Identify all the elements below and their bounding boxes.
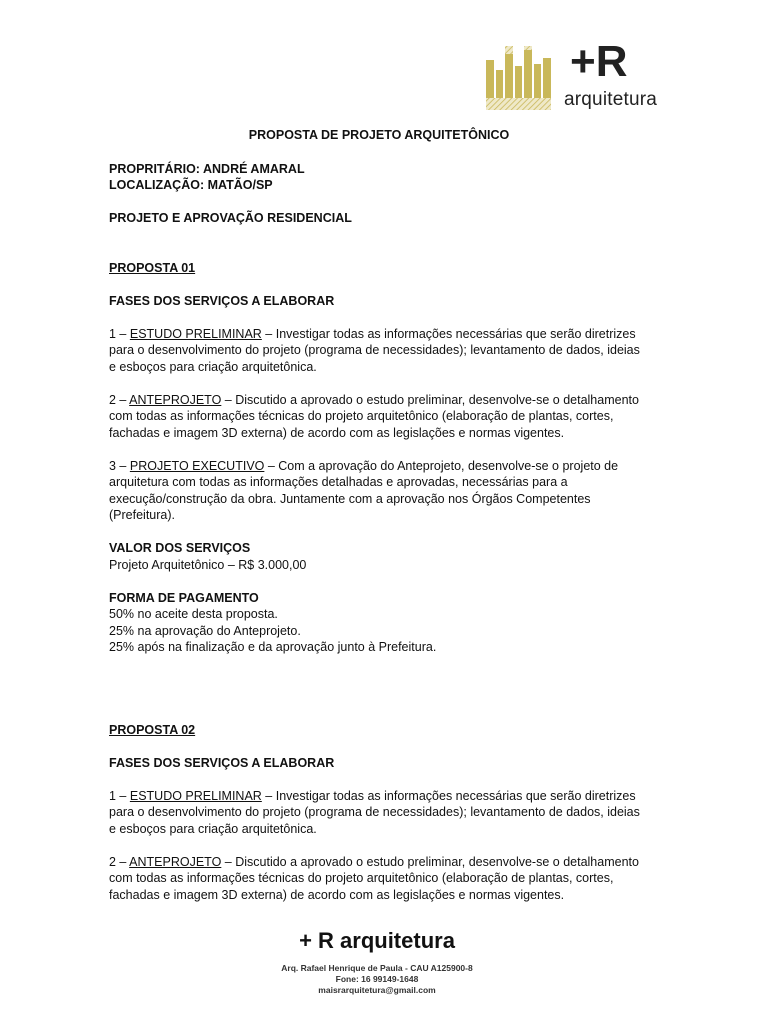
footer-architect: Arq. Rafael Henrique de Paula - CAU A125900-8: [281, 963, 473, 973]
phase-name: ESTUDO PRELIMINAR: [129, 326, 262, 341]
proposal-2-phase-1: 1 – ESTUDO PRELIMINAR – Investigar todas as informações necessárias que serão diretrizes para o desenvolvimento do projeto (programa de necessidades); levantamento de dados, ideias e esboços para criação arquitetônica.: [109, 788, 640, 836]
logo-plus-r: +R: [570, 37, 628, 86]
proposal-2-heading: PROPOSTA 02: [109, 722, 196, 737]
footer-phone: Fone: 16 99149-1648: [335, 974, 419, 984]
proposal-1-heading: PROPOSTA 01: [109, 260, 196, 275]
building-bars-logo-icon: [484, 46, 556, 112]
payment-title: FORMA DE PAGAMENTO: [109, 590, 259, 605]
phase-name: ANTEPROJETO: [129, 392, 222, 407]
proposal-1-phase-3: 3 – PROJETO EXECUTIVO – Com a aprovação do Anteprojeto, desenvolve-se o projeto de arquitetura com todas as informações detalhadas e aprovadas, necessárias para a execução/construção da obra. Juntamente com a aprovação nos Órgãos Competentes (Prefeitura).: [109, 458, 619, 522]
location-line: LOCALIZAÇÃO: MATÃO/SP: [109, 178, 273, 192]
proposal-1-phase-2: 2 – ANTEPROJETO – Discutido a aprovado o estudo preliminar, desenvolve-se o detalhamento com todas as informações técnicas do projeto arquitetônico (elaboração de plantas, cortes, fachadas e imagem 3D externa) de acordo com as legislações e normas vigentes.: [109, 392, 639, 440]
document-title: PROPOSTA DE PROJETO ARQUITETÔNICO: [248, 128, 510, 142]
footer-brand: + R arquitetura: [299, 928, 455, 953]
phase-name: ESTUDO PRELIMINAR: [129, 788, 262, 803]
owner-line: PROPRITÁRIO: ANDRÉ AMARAL: [109, 161, 305, 176]
payment-line: 50% no aceite desta proposta.: [109, 607, 278, 621]
payment-line: 25% após na finalização e da aprovação junto à Prefeitura.: [109, 640, 437, 654]
page-footer: [0, 928, 768, 996]
services-value-line: Projeto Arquitetônico – R$ 3.000,00: [109, 557, 307, 572]
proposal-2-phase-2: 2 – ANTEPROJETO – Discutido a aprovado o estudo preliminar, desenvolve-se o detalhamento com todas as informações técnicas do projeto arquitetônico (elaboração de plantas, cortes, fachadas e imagem 3D externa) de acordo com as legislações e normas vigentes.: [109, 854, 639, 902]
proposal-1-phase-1: 1 – ESTUDO PRELIMINAR – Investigar todas as informações necessárias que serão diretrizes para o desenvolvimento do projeto (programa de necessidades); levantamento de dados, ideias e esboços para criação arquitetônica.: [109, 326, 640, 374]
company-logo: [484, 37, 664, 116]
footer-email: maisrarquitetura@gmail.com: [318, 985, 436, 995]
scope-line: PROJETO E APROVAÇÃO RESIDENCIAL: [109, 211, 352, 225]
phase-name: ANTEPROJETO: [129, 854, 222, 869]
phase-name: PROJETO EXECUTIVO: [129, 458, 265, 473]
services-value-title: VALOR DOS SERVIÇOS: [109, 541, 251, 555]
payment-line: 25% na aprovação do Anteprojeto.: [109, 623, 301, 638]
proposal-document: [109, 127, 649, 903]
proposal-1-phases-title: FASES DOS SERVIÇOS A ELABORAR: [109, 293, 335, 308]
proposal-2-phases-title: FASES DOS SERVIÇOS A ELABORAR: [109, 755, 335, 770]
logo-subtitle: arquitetura: [564, 89, 658, 110]
